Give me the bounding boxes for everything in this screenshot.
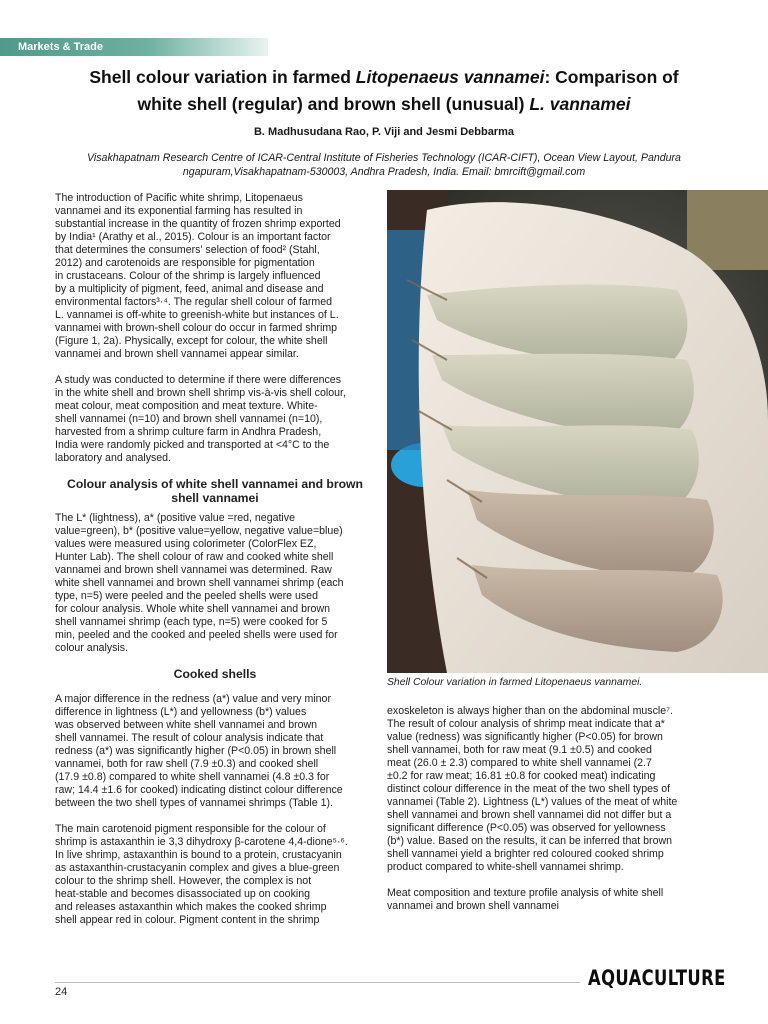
text-line: shell vannamei (n=10) and brown shell vannamei (n=10), (55, 413, 323, 425)
affiliation-line: ngapuram,Visakhapatnam-530003, Andhra Pradesh, India. Email: bmrcift@gmail.com (182, 166, 586, 178)
intro-paragraph (55, 192, 375, 361)
heading-cooked-shells: Cooked shells (173, 667, 257, 681)
authors: B. Madhusudana Rao, P. Viji and Jesmi Debbarma (253, 126, 514, 138)
text-line: (b*) value. Based on the results, it can be inferred that brown (387, 835, 673, 847)
text-line: as astaxanthin-crustacyanin complex and gives a blue-green (55, 862, 340, 874)
right-column (387, 705, 717, 913)
text-line: shell vannamei shrimp (each type, n=5) were cooked for 5 (55, 616, 328, 628)
text-line: vannamei and brown shell vannamei was determined. Raw (55, 564, 332, 576)
text-line: 2012) and carotenoids are responsible for pigmentation (55, 257, 315, 269)
text-line: (17.9 ±0.8) compared to white shell vannamei (4.8 ±0.3 for (55, 771, 330, 783)
text-line: type, n=5) were peeled and the peeled shells were used (55, 590, 318, 602)
text-line: substantial increase in the quantity of frozen shrimp exported (55, 218, 341, 230)
footer-divider (55, 982, 580, 983)
text-line: significant difference (P<0.05) was observed for yellowness (387, 822, 666, 834)
text-line: colour to the shrimp shell. However, the complex is not (55, 875, 312, 887)
text-line: between the two shell types of vannamei shrimps (Table 1). (55, 797, 333, 809)
text-line: meat (26.0 ± 2.3) compared to white shell vannamei (2.7 (387, 757, 652, 769)
text-line: min, peeled and the cooked and peeled shells were used for (55, 629, 338, 641)
text-line: meat colour, meat composition and meat texture. White- (55, 400, 318, 412)
aquaculture-logo: AQUACULTURE (588, 966, 726, 990)
text-line: shell vannamei yield a brighter red coloured cooked shrimp (387, 848, 664, 860)
text-line: The L* (lightness), a* (positive value =red, negative (55, 512, 295, 524)
text-line: raw; 14.4 ±1.6 for cooked) indicating distinct colour difference (55, 784, 343, 796)
left-column (55, 192, 375, 927)
text-line: by a multiplicity of pigment, feed, animal and disease and (55, 283, 324, 295)
text-line: value=green), b* (positive value=yellow, negative value=blue) (55, 525, 343, 537)
text-line: colour analysis. (55, 642, 129, 654)
text-line: The main carotenoid pigment responsible for the colour of (55, 823, 326, 835)
article-title-line-1: Shell colour variation in farmed Litopenaeus vannamei: Comparison of (89, 67, 679, 87)
text-line: ±0.2 for raw meat; 16.81 ±0.8 for cooked meat) indicating (387, 770, 656, 782)
text-line: by India¹ (Arathy et al., 2015). Colour is an important factor (55, 231, 331, 243)
figure-caption: Shell Colour variation in farmed Litopenaeus vannamei. (387, 677, 643, 688)
text-line: vannamei with brown-shell colour do occur in farmed shrimp (55, 322, 338, 334)
text-line: difference in lightness (L*) and yellowness (b*) values (55, 706, 307, 718)
text-line: The introduction of Pacific white shrimp, Litopenaeus (55, 192, 303, 204)
text-line: (Figure 1, 2a). Physically, except for colour, the white shell (55, 335, 328, 347)
text-line: exoskeleton is always higher than on the abdominal muscle⁷. (387, 705, 673, 717)
text-line: shell vannamei and brown shell vannamei did not differ but a (387, 809, 672, 821)
meat-composition-heading (387, 887, 717, 913)
heading-colour-analysis: Colour analysis of white shell vannamei and brown shell vannamei (67, 477, 363, 505)
text-line: A study was conducted to determine if there were differences (55, 374, 341, 386)
text-line: distinct colour difference in the meat of the two shell types of (387, 783, 671, 795)
text-line: shrimp is astaxanthin ie 3,3 dihydroxy β-carotene 4,4-dione⁵·⁶. (55, 836, 348, 848)
colour-paragraph (55, 512, 375, 655)
text-line: vannamei and brown shell vannamei appear similar. (55, 348, 299, 360)
cooked-paragraph (55, 693, 375, 810)
text-line: shell vannamei. The result of colour analysis indicate that (55, 732, 324, 744)
text-line: value (redness) was significantly higher (P<0.05) for brown (387, 731, 663, 743)
text-line: heat-stable and becomes disassociated up on cooking (55, 888, 311, 900)
text-line: A major difference in the redness (a*) value and very minor (55, 693, 331, 705)
text-line: that determines the consumers' selection of food² (Stahl, (55, 244, 320, 256)
text-line: environmental factors³·⁴. The regular shell colour of farmed (55, 296, 332, 308)
text-line: vannamei, both for raw shell (7.9 ±0.3) and cooked shell (55, 758, 319, 770)
text-line: L. vannamei is off-white to greenish-white but instances of L. (55, 309, 339, 321)
study-paragraph (55, 374, 375, 465)
text-line: product compared to white-shell vannamei shrimp. (387, 861, 624, 873)
text-line: values were measured using colorimeter (ColorFlex EZ, (55, 538, 317, 550)
page-number: 24 (55, 986, 68, 998)
text-line: in crustaceans. Colour of the shrimp is largely influenced (55, 270, 321, 282)
text-line: redness (a*) was significantly higher (P<0.05) in brown shell (55, 745, 337, 757)
meat-colour-paragraph (387, 705, 717, 874)
text-line: in the white shell and brown shell shrimp vis-à-vis shell colour, (55, 387, 346, 399)
text-line: vannamei and its exponential farming has resulted in (55, 205, 303, 217)
shrimp-photo (387, 190, 768, 673)
text-line: In live shrimp, astaxanthin is bound to a protein, crustacyanin (55, 849, 342, 861)
text-line: laboratory and analysed. (55, 452, 172, 464)
text-line: India were randomly picked and transported at <4°C to the (55, 439, 330, 451)
text-line: vannamei and brown shell vannamei (387, 900, 559, 912)
text-line: for colour analysis. Whole white shell vannamei and brown (55, 603, 330, 615)
text-line: Hunter Lab). The shell colour of raw and cooked white shell (55, 551, 334, 563)
text-line: was observed between white shell vannamei and brown (55, 719, 318, 731)
text-line: Meat composition and texture profile analysis of white shell (387, 887, 664, 899)
section-tag: Markets & Trade (0, 38, 268, 56)
affiliation-line: Visakhapatnam Research Centre of ICAR-Central Institute of Fisheries Technology (ICAR-CIFT), Ocean View Layout, Pandura (87, 152, 681, 164)
text-line: white shell vannamei and brown shell vannamei shrimp (each (55, 577, 344, 589)
text-line: and releases astaxanthin which makes the cooked shrimp (55, 901, 327, 913)
text-line: shell vannamei, both for raw meat (9.1 ±0.5) and cooked (387, 744, 652, 756)
text-line: harvested from a shrimp culture farm in Andhra Pradesh, (55, 426, 322, 438)
text-line: vannamei (Table 2). Lightness (L*) values of the meat of white (387, 796, 678, 808)
text-line: shell appear red in colour. Pigment content in the shrimp (55, 914, 320, 926)
text-line: The result of colour analysis of shrimp meat indicate that a* (387, 718, 665, 730)
article-title-line-2: white shell (regular) and brown shell (unusual) L. vannamei (137, 94, 631, 114)
affiliation (50, 151, 718, 179)
pigment-paragraph (55, 823, 375, 927)
